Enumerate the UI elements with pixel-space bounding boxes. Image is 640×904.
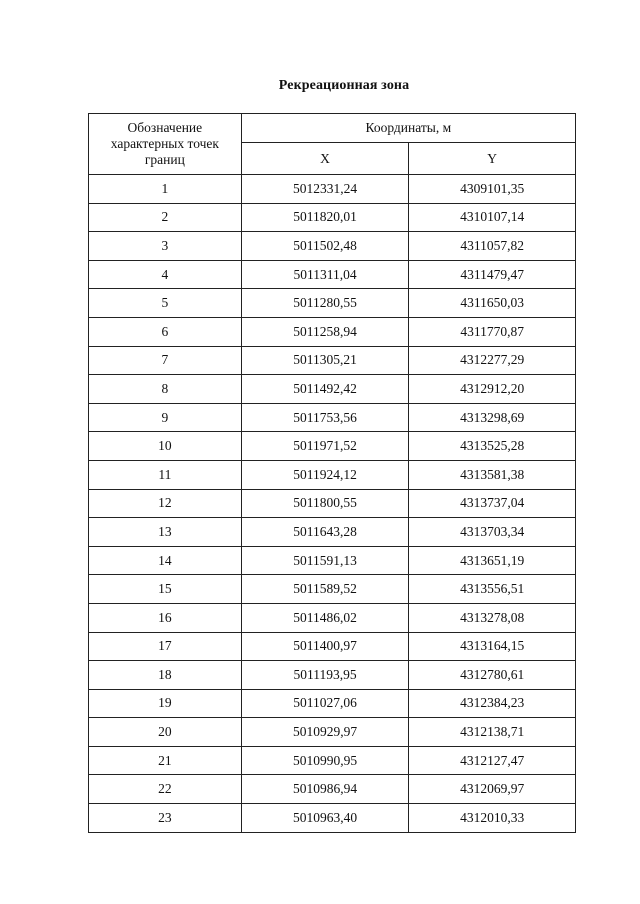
point-number-cell: 7 (89, 346, 242, 375)
y-coordinate-cell: 4313581,38 (409, 460, 576, 489)
y-coordinate-cell: 4312912,20 (409, 375, 576, 404)
x-coordinate-cell: 5010929,97 (241, 718, 409, 747)
x-coordinate-cell: 5012331,24 (241, 175, 409, 204)
x-coordinate-cell: 5011924,12 (241, 460, 409, 489)
point-number-cell: 17 (89, 632, 242, 661)
table-row (89, 375, 576, 404)
table-row (89, 346, 576, 375)
y-coordinate-cell: 4312069,97 (409, 775, 576, 804)
x-coordinate-cell: 5011492,42 (241, 375, 409, 404)
table-row (89, 289, 576, 318)
y-coordinate-cell: 4313703,34 (409, 518, 576, 547)
x-coordinate-cell: 5011591,13 (241, 546, 409, 575)
header-x: X (241, 143, 409, 175)
point-number-cell: 5 (89, 289, 242, 318)
table-row (89, 661, 576, 690)
table-row (89, 632, 576, 661)
table-row (89, 175, 576, 204)
x-coordinate-cell: 5011193,95 (241, 661, 409, 690)
table-row (89, 317, 576, 346)
table-row (89, 775, 576, 804)
y-coordinate-cell: 4309101,35 (409, 175, 576, 204)
table-row (89, 546, 576, 575)
x-coordinate-cell: 5010990,95 (241, 746, 409, 775)
table-row (89, 203, 576, 232)
point-number-cell: 12 (89, 489, 242, 518)
y-coordinate-cell: 4311650,03 (409, 289, 576, 318)
table-row (89, 232, 576, 261)
y-coordinate-cell: 4312127,47 (409, 746, 576, 775)
x-coordinate-cell: 5011027,06 (241, 689, 409, 718)
table-row (89, 260, 576, 289)
point-number-cell: 16 (89, 603, 242, 632)
x-coordinate-cell: 5011971,52 (241, 432, 409, 461)
y-coordinate-cell: 4311057,82 (409, 232, 576, 261)
header-coordinates: Координаты, м (241, 114, 575, 143)
point-number-cell: 4 (89, 260, 242, 289)
point-number-cell: 10 (89, 432, 242, 461)
y-coordinate-cell: 4313525,28 (409, 432, 576, 461)
coordinates-table (88, 113, 576, 833)
y-coordinate-cell: 4310107,14 (409, 203, 576, 232)
point-number-cell: 15 (89, 575, 242, 604)
table-row (89, 518, 576, 547)
y-coordinate-cell: 4313737,04 (409, 489, 576, 518)
y-coordinate-cell: 4312384,23 (409, 689, 576, 718)
y-coordinate-cell: 4313556,51 (409, 575, 576, 604)
table-body (89, 175, 576, 833)
x-coordinate-cell: 5010963,40 (241, 804, 409, 833)
y-coordinate-cell: 4313164,15 (409, 632, 576, 661)
point-number-cell: 20 (89, 718, 242, 747)
table-row (89, 403, 576, 432)
y-coordinate-cell: 4313298,69 (409, 403, 576, 432)
y-coordinate-cell: 4313278,08 (409, 603, 576, 632)
x-coordinate-cell: 5011502,48 (241, 232, 409, 261)
x-coordinate-cell: 5011589,52 (241, 575, 409, 604)
x-coordinate-cell: 5010986,94 (241, 775, 409, 804)
y-coordinate-cell: 4313651,19 (409, 546, 576, 575)
header-point-line2: характерных точек (110, 136, 219, 151)
table-row (89, 689, 576, 718)
point-number-cell: 2 (89, 203, 242, 232)
point-number-cell: 18 (89, 661, 242, 690)
header-point-line3: границ (144, 152, 185, 167)
point-number-cell: 19 (89, 689, 242, 718)
x-coordinate-cell: 5011311,04 (241, 260, 409, 289)
y-coordinate-cell: 4312138,71 (409, 718, 576, 747)
point-number-cell: 6 (89, 317, 242, 346)
point-number-cell: 23 (89, 804, 242, 833)
x-coordinate-cell: 5011753,56 (241, 403, 409, 432)
x-coordinate-cell: 5011258,94 (241, 317, 409, 346)
header-point-line1: Обозначение (127, 120, 203, 135)
point-number-cell: 3 (89, 232, 242, 261)
y-coordinate-cell: 4312010,33 (409, 804, 576, 833)
table-row (89, 575, 576, 604)
x-coordinate-cell: 5011820,01 (241, 203, 409, 232)
x-coordinate-cell: 5011280,55 (241, 289, 409, 318)
table-row (89, 746, 576, 775)
page-title: Рекреационная зона (278, 78, 410, 93)
point-number-cell: 8 (89, 375, 242, 404)
table-header (89, 114, 576, 175)
table-row (89, 432, 576, 461)
x-coordinate-cell: 5011486,02 (241, 603, 409, 632)
point-number-cell: 14 (89, 546, 242, 575)
x-coordinate-cell: 5011643,28 (241, 518, 409, 547)
point-number-cell: 13 (89, 518, 242, 547)
point-number-cell: 22 (89, 775, 242, 804)
header-y: Y (409, 143, 576, 175)
header-point-designation (89, 114, 242, 175)
point-number-cell: 9 (89, 403, 242, 432)
y-coordinate-cell: 4311770,87 (409, 317, 576, 346)
x-coordinate-cell: 5011400,97 (241, 632, 409, 661)
x-coordinate-cell: 5011800,55 (241, 489, 409, 518)
point-number-cell: 11 (89, 460, 242, 489)
table-row (89, 489, 576, 518)
table-row (89, 804, 576, 833)
y-coordinate-cell: 4311479,47 (409, 260, 576, 289)
x-coordinate-cell: 5011305,21 (241, 346, 409, 375)
point-number-cell: 21 (89, 746, 242, 775)
table-row (89, 460, 576, 489)
table-row (89, 718, 576, 747)
point-number-cell: 1 (89, 175, 242, 204)
y-coordinate-cell: 4312780,61 (409, 661, 576, 690)
table-row (89, 603, 576, 632)
y-coordinate-cell: 4312277,29 (409, 346, 576, 375)
